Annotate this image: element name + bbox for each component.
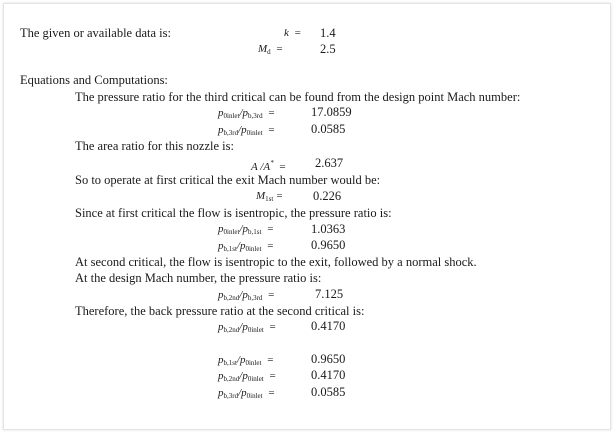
given-label: The given or available data is: bbox=[20, 26, 171, 40]
summary-value: 0.0585 bbox=[311, 385, 346, 399]
equation-value: 0.0585 bbox=[311, 122, 346, 136]
equation-lhs: $p_{0inlet}/p_{b,1st}$ = bbox=[218, 223, 274, 236]
equation-value: 1.0363 bbox=[311, 222, 346, 236]
equation-lhs: $p_{b,1st}/p_{0inlet}$ = bbox=[218, 240, 274, 253]
paragraph-design-mach: At the design Mach number, the pressure ratio is: bbox=[75, 271, 322, 285]
equation-value: 17.0859 bbox=[311, 105, 352, 119]
equation-lhs: $M_{1st}$ = bbox=[256, 190, 283, 203]
paragraph-third-critical: The pressure ratio for the third critical can be found from the design point Mach number: bbox=[75, 90, 521, 104]
section-title: Equations and Computations: bbox=[20, 73, 168, 87]
equation-value: 7.125 bbox=[315, 287, 344, 301]
summary-lhs: $p_{b,1st}/p_{0inlet}$ = bbox=[218, 354, 274, 367]
equation-lhs: $p_{0inlet}/p_{b,3rd}$ = bbox=[218, 107, 275, 120]
equation-value: 0.4170 bbox=[311, 319, 346, 333]
given-mach-value: 2.5 bbox=[320, 42, 336, 56]
equation-value: 2.637 bbox=[315, 156, 344, 170]
paragraph-second-critical: At second critical, the flow is isentropic to the exit, followed by a normal shock. bbox=[75, 255, 477, 269]
paragraph-isentropic: Since at first critical the flow is isentropic, the pressure ratio is: bbox=[75, 206, 392, 220]
summary-value: 0.4170 bbox=[311, 368, 346, 382]
summary-value: 0.9650 bbox=[311, 352, 346, 366]
equation-value: 0.226 bbox=[313, 189, 342, 203]
equation-lhs: $p_{b,2nd}/p_{0inlet}$ = bbox=[218, 321, 276, 334]
given-k-value: 1.4 bbox=[320, 26, 336, 40]
paragraph-area-ratio: The area ratio for this nozzle is: bbox=[75, 139, 234, 153]
given-k-symbol: k = bbox=[284, 27, 301, 39]
paragraph-first-critical: So to operate at first critical the exit Mach number would be: bbox=[75, 173, 381, 187]
equation-lhs: $p_{b,3rd}/p_{0inlet}$ = bbox=[218, 124, 275, 137]
summary-lhs: $p_{b,3rd}/p_{0inlet}$ = bbox=[218, 387, 275, 400]
equation-lhs: $p_{b,2nd}/p_{b,3rd}$ = bbox=[218, 289, 275, 302]
paragraph-back-pressure: Therefore, the back pressure ratio at the second critical is: bbox=[75, 304, 365, 318]
given-mach-symbol: $M_d$ = bbox=[258, 43, 283, 56]
summary-lhs: $p_{b,2nd}/p_{0inlet}$ = bbox=[218, 370, 276, 383]
equation-lhs: A /A* = bbox=[251, 159, 286, 173]
equation-value: 0.9650 bbox=[311, 238, 346, 252]
